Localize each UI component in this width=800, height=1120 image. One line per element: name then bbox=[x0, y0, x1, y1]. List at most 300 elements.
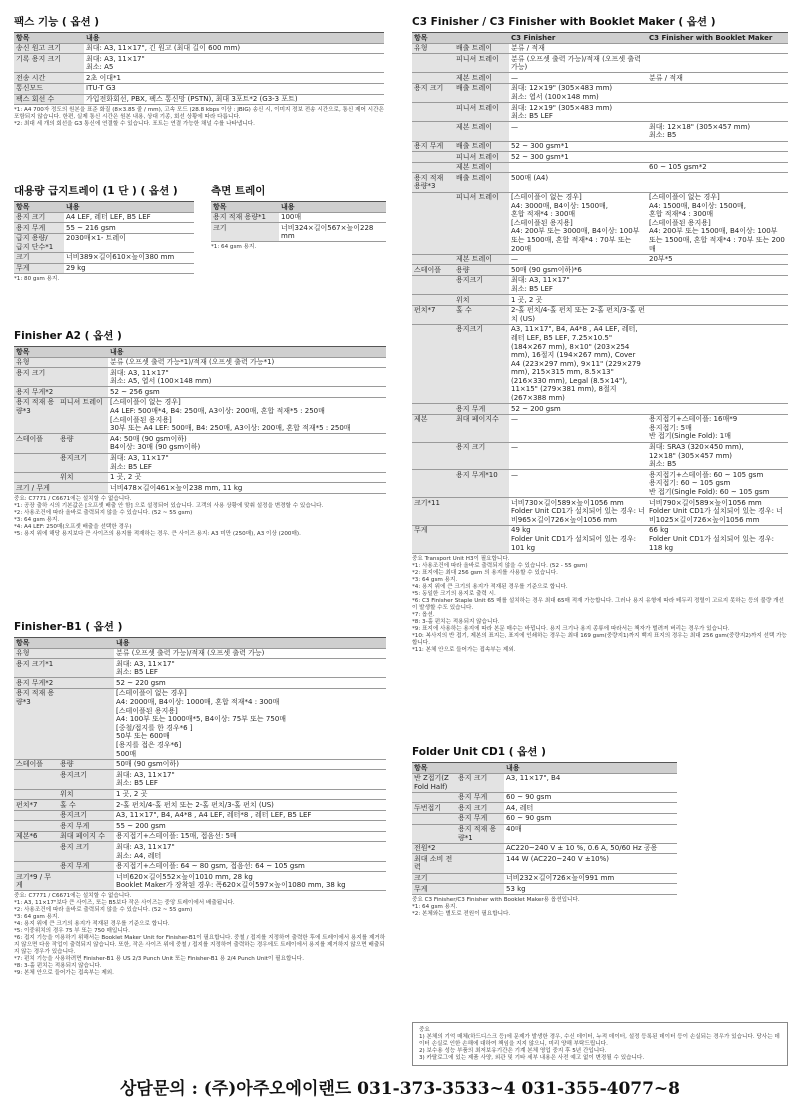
footnote: *5: 용지 위에 해당 용지보다 큰 사이즈의 용지를 적재하는 경우. 큰 사이즈 용지: A3 미만 (250매), A3 이상 (200매). bbox=[14, 530, 301, 537]
footnote: *6: 접지 기능을 이용하기 위해서는 Booklet Maker Unit for Finisher-B1이 필요합니다. 중철 / 접지를 지정하여 출력한 후에 트레이에서 용지를 제거하지 않으면 다음 작업이 출력되지 않습니다. 또한, 작은 사이즈 위에 중철 / 접지를 지정하여 출력하는 경우에도 트레이에서 용지를 제거하지 않으면 배출되지 않는 경우가 있습니다. bbox=[14, 935, 386, 956]
row-value: 40매 bbox=[504, 824, 677, 843]
row-value: 분류 (오프셋 출력 가능)/적재 (오프셋 출력 가능) bbox=[509, 54, 647, 73]
spec-table bbox=[14, 32, 384, 105]
row-value bbox=[647, 43, 788, 54]
spec-row bbox=[211, 212, 386, 223]
row-value: 49 kg Folder Unit CD1가 설치되어 있는 경우: 101 kg bbox=[509, 525, 647, 553]
spec-row bbox=[412, 43, 788, 54]
row-value: 최대: 12×19" (305×483 mm) 최소: 엽서 (100×148 mm) bbox=[509, 83, 647, 102]
row-label: 두번접기 bbox=[412, 803, 456, 814]
row-value: 너비478×길이461×높이238 mm, 11 kg bbox=[108, 483, 386, 494]
spec-row bbox=[412, 884, 677, 895]
spec-row bbox=[14, 800, 386, 811]
row-label: 전송 시간 bbox=[14, 73, 84, 84]
row-value: 용지 크기 bbox=[58, 842, 114, 861]
row-label: 용지 적재 용량*3 bbox=[14, 397, 58, 433]
row-label bbox=[412, 824, 456, 843]
row-label: 크기*11 bbox=[412, 498, 454, 526]
row-value: 제본 트레이 bbox=[454, 162, 509, 173]
spec-row bbox=[14, 842, 386, 861]
row-value: 용지 무게 bbox=[454, 404, 509, 415]
row-label: 무게 bbox=[412, 525, 454, 553]
row-label: 유형 bbox=[14, 648, 58, 659]
finisher-b1-section bbox=[14, 619, 386, 977]
row-label bbox=[14, 810, 58, 821]
row-value: A4, 레터 bbox=[504, 803, 677, 814]
footnote: *5: 이중위치의 경우 75 부 또는 750 매입니다. bbox=[14, 928, 130, 935]
row-value: 너비232×길이726×높이991 mm bbox=[504, 873, 677, 884]
row-value: 최대: A3, 11×17" 최소: B5 LEF bbox=[114, 770, 386, 789]
spec-row bbox=[412, 873, 677, 884]
row-label: 스테이플 bbox=[412, 265, 454, 276]
footnote: *2: 사용조건에 따라 올바로 출력되지 않을 수 있습니다. (52 ~ 55 gsm) bbox=[14, 509, 193, 516]
row-value: [스테이플이 없는 경우] A4: 2000매, B4이상: 1000매, 혼합 적재*4 : 300매 [스테이플된 용지용] A4: 100부 또는 1000매*5, B4이상: 75부 또는 750매 [중철/접지를 한 경우*6 ] 50부 또는 600매 [용지를 접은 경우*6] 500매 bbox=[114, 688, 386, 759]
footnote: *1: 사용조건에 따라 올바로 출력되지 않을 수 있습니다. (52 - 55 gsm) bbox=[412, 562, 588, 569]
row-label bbox=[412, 152, 454, 163]
row-value: 2초 이대*1 bbox=[84, 73, 384, 84]
row-label bbox=[14, 821, 58, 832]
row-value: 60 ~ 105 gsm*2 bbox=[647, 162, 788, 173]
row-label: 펀치*7 bbox=[412, 305, 454, 324]
footnote: *3: 64 gsm 용지. bbox=[412, 576, 458, 583]
row-value bbox=[647, 404, 788, 415]
row-label bbox=[412, 254, 454, 265]
row-label bbox=[412, 162, 454, 173]
spec-row bbox=[412, 442, 788, 470]
row-value: 용지접기+스테이플: 60 ~ 105 gsm 용지접기: 60 ~ 105 gsm 반 접기(Single Fold): 60 ~ 105 gsm bbox=[647, 470, 788, 498]
row-value: AC220~240 V ± 10 %, 0.6 A, 50/60 Hz 공용 bbox=[504, 843, 677, 854]
row-value bbox=[647, 103, 788, 122]
spec-row bbox=[14, 759, 386, 770]
row-label: 용지 크기 bbox=[412, 83, 454, 102]
row-value: 너비790×길이589×높이1056 mm Folder Unit CD1가 설치되어 있는 경우: 너비1025×길이726×높이1056 mm bbox=[647, 498, 788, 526]
spec-row bbox=[14, 357, 386, 368]
row-value bbox=[509, 162, 647, 173]
row-value: 너비324×길이567×높이228 mm bbox=[279, 223, 386, 242]
footnotes bbox=[14, 496, 386, 538]
spec-row bbox=[14, 831, 386, 842]
footnote: *10: 복사지의 반 접기, 제본의 표지는, 표지에 인쇄하는 경우는 최대 169 gsm(중량지1)까지 백지 표지의 경우는 최대 256 gsm(중량지2)까지 선택 가능합니다. bbox=[412, 632, 787, 646]
spec-table bbox=[412, 32, 788, 554]
spec-row bbox=[14, 223, 194, 234]
section-title: 측면 트레이 bbox=[211, 185, 266, 197]
footnote: *2: 표지에는 최대 256 gsm 의 용지를 사용할 수 있습니다. bbox=[412, 569, 558, 576]
column-header: 항목 bbox=[412, 763, 456, 774]
c3-finisher-section bbox=[412, 14, 788, 654]
column-header: 내용 bbox=[64, 202, 194, 213]
row-label: 크기 bbox=[412, 873, 456, 884]
spec-row bbox=[412, 103, 788, 122]
spec-row bbox=[412, 773, 677, 792]
notice-line: 2) 보수용 성능 부품의 최저보유기간은 기계 본체 영업 중지 후 5년 간입니다. bbox=[419, 1048, 607, 1054]
spec-row bbox=[14, 83, 384, 94]
column-header: 내용 bbox=[108, 347, 386, 358]
row-value bbox=[58, 357, 108, 368]
footnote: *1: 공장 출하 시의 기본값은 [오프셋 배출 안 함] 으로 설정되어 있습니다. 고객의 사용 상황에 맞춰 설정을 변경할 수 있습니다. bbox=[14, 502, 324, 509]
row-value: 피니셔 트레이 bbox=[454, 54, 509, 73]
column-header bbox=[58, 638, 114, 649]
footnote: *4: 용지 위에 큰 크기의 용지가 적재된 경우를 기준으로 합니다. bbox=[412, 583, 568, 590]
row-value: 50매 (90 gsm이하) bbox=[114, 759, 386, 770]
row-value: 분류 / 적재 bbox=[647, 73, 788, 84]
row-value bbox=[647, 324, 788, 403]
footnote: *8: 3-홀 펀치는 적용되지 않습니다. bbox=[14, 963, 102, 970]
footnote: *2: 사용조건에 따라 올바로 출력되지 않을 수 있습니다. (52 ~ 55 gsm) bbox=[14, 907, 193, 914]
row-label bbox=[14, 861, 58, 872]
row-value: 제본 트레이 bbox=[454, 73, 509, 84]
row-value bbox=[456, 873, 504, 884]
row-value: 최대: A3, 11×17" 최소: A5, 엽서 (100×148 mm) bbox=[108, 368, 386, 387]
row-value: 최대: A3, 11×17" 최소: A5 bbox=[84, 54, 384, 73]
spec-row bbox=[14, 397, 386, 433]
spec-table bbox=[14, 201, 194, 274]
row-label: 펀치*7 bbox=[14, 800, 58, 811]
spec-row bbox=[14, 94, 384, 105]
row-value: 용량 bbox=[58, 759, 114, 770]
spec-row bbox=[412, 414, 788, 442]
footnote: 중요: C7771 / C6671에는 설치할 수 없습니다. bbox=[14, 495, 132, 502]
row-value: A3, 11×17", B4, A4*8 , A4 LEF, 레터*8 , 레터 LEF, B5 LEF bbox=[114, 810, 386, 821]
row-label: 유형 bbox=[14, 357, 58, 368]
row-value: 최대: A3, 11×17" 최소: B5 LEF bbox=[509, 275, 647, 294]
spec-row bbox=[412, 803, 677, 814]
row-value: 피니셔 트레이 bbox=[454, 103, 509, 122]
row-value bbox=[58, 387, 108, 398]
row-value: 가입전화회선, PBX, 팩스 통신망 (PSTN), 최대 3포트*2 (G3-3 포트) bbox=[84, 94, 384, 105]
row-value: 제본 트레이 bbox=[454, 254, 509, 265]
row-label bbox=[412, 103, 454, 122]
spec-row bbox=[412, 525, 788, 553]
spec-row bbox=[14, 472, 386, 483]
row-value: 최대: A3, 11×17" 최소: A4, 레터 bbox=[114, 842, 386, 861]
section-title: Folder Unit CD1 ( 옵션 ) bbox=[412, 746, 546, 758]
row-value: 분류 (오프셋 출력 가능)/적재 (오프셋 출력 가능) bbox=[114, 648, 386, 659]
row-value: — bbox=[509, 442, 647, 470]
spec-row bbox=[14, 789, 386, 800]
row-value: — bbox=[509, 254, 647, 265]
row-value: 용지 무게*10 bbox=[454, 470, 509, 498]
column-header: 항목 bbox=[14, 638, 58, 649]
row-value: 50매 (90 gsm이하)*6 bbox=[509, 265, 647, 276]
footnote: *11: 본체 안으로 들어가는 접속부는 제외. bbox=[412, 646, 516, 653]
row-value: 53 kg bbox=[504, 884, 677, 895]
row-label: 크기 bbox=[211, 223, 279, 242]
spec-row bbox=[14, 263, 194, 274]
row-value bbox=[58, 659, 114, 678]
row-label bbox=[412, 324, 454, 403]
row-value: 52 ~ 200 gsm bbox=[509, 404, 647, 415]
row-value: 최대: SRA3 (320×450 mm), 12×18" (305×457 mm) 최소: B5 bbox=[647, 442, 788, 470]
finisher-a2-section bbox=[14, 328, 386, 538]
spec-row bbox=[211, 223, 386, 242]
column-header: 항목 bbox=[14, 33, 84, 44]
row-label bbox=[14, 789, 58, 800]
row-value: 용지크기 bbox=[58, 453, 108, 472]
section-title: C3 Finisher / C3 Finisher with Booklet Maker ( 옵션 ) bbox=[412, 16, 716, 28]
column-header: C3 Finisher with Booklet Maker bbox=[647, 33, 788, 44]
row-value: — bbox=[509, 470, 647, 498]
row-label: 기록 용지 크기 bbox=[14, 54, 84, 73]
row-value bbox=[647, 265, 788, 276]
footnote: *4: 용지 위에 큰 크기의 용지가 적재된 경우를 기준으로 합니다. bbox=[14, 921, 170, 928]
row-value: 52 ~ 220 gsm bbox=[114, 678, 386, 689]
row-value: 용지 무게 bbox=[58, 861, 114, 872]
row-value: — bbox=[509, 73, 647, 84]
row-value: 용지 무게 bbox=[456, 813, 504, 824]
row-value bbox=[647, 305, 788, 324]
spec-row bbox=[14, 453, 386, 472]
footnote: 중요: C7771 / C6671에는 설치할 수 없습니다. bbox=[14, 893, 132, 900]
row-value: 위치 bbox=[58, 472, 108, 483]
row-value: 용지접기+스테이플: 15매, 접음선: 5매 bbox=[114, 831, 386, 842]
row-value: 최대: A3, 11×17" 최소: B5 LEF bbox=[108, 453, 386, 472]
column-header: C3 Finisher bbox=[509, 33, 647, 44]
spec-row bbox=[14, 54, 384, 73]
spec-table bbox=[412, 762, 677, 895]
row-value: 용지크기 bbox=[454, 324, 509, 403]
row-value: 분류 / 적재 bbox=[509, 43, 647, 54]
row-value bbox=[647, 275, 788, 294]
spec-row bbox=[14, 434, 386, 453]
row-value bbox=[647, 295, 788, 306]
row-value bbox=[647, 152, 788, 163]
row-value: 55 ~ 216 gsm bbox=[64, 223, 194, 234]
row-value: 용량 bbox=[58, 434, 108, 453]
footnote: *4: A4 LEF: 250매(오프셋 배출을 선택한 경우) bbox=[14, 523, 132, 530]
row-value: 60 ~ 90 gsm bbox=[504, 813, 677, 824]
column-header bbox=[456, 763, 504, 774]
row-label bbox=[412, 470, 454, 498]
spec-row bbox=[412, 854, 677, 873]
row-value: 용지 적재 용량*1 bbox=[456, 824, 504, 843]
row-label bbox=[412, 442, 454, 470]
row-value: 용지 무게 bbox=[456, 792, 504, 803]
spec-table bbox=[211, 201, 386, 242]
column-header: 내용 bbox=[279, 202, 386, 213]
spec-row bbox=[412, 254, 788, 265]
row-value bbox=[456, 843, 504, 854]
footnote: *5: 동일한 크기의 용지로 출력 시. bbox=[412, 590, 496, 597]
row-value bbox=[58, 872, 114, 891]
row-value: 용지크기 bbox=[58, 810, 114, 821]
row-label bbox=[412, 404, 454, 415]
spec-row bbox=[14, 678, 386, 689]
row-value bbox=[58, 688, 114, 759]
footnote: *3: 64 gsm 용지. bbox=[14, 516, 60, 523]
row-value: 용지크기 bbox=[58, 770, 114, 789]
spec-row bbox=[412, 404, 788, 415]
footnote: *6: C3 Finisher Staple Unit 65 매를 설치하는 경우 최대 65매 적재 가능합니다. 그러나 용지 유형에 따라 테두리 정렬이 고르지 못하는 등의 불량 개선이 발생할 수도 있습니다. bbox=[412, 597, 784, 611]
section-title: 팩스 기능 ( 옵션 ) bbox=[14, 16, 100, 28]
column-header: 항목 bbox=[211, 202, 279, 213]
row-value bbox=[58, 368, 108, 387]
footnote: *1: 80 gsm 용지. bbox=[14, 276, 60, 283]
row-value: A4 LEF, 레터 LEF, B5 LEF bbox=[64, 212, 194, 223]
spec-row bbox=[14, 810, 386, 821]
row-value: 제본 트레이 bbox=[454, 122, 509, 141]
row-label bbox=[412, 54, 454, 73]
spec-row bbox=[14, 770, 386, 789]
column-header bbox=[58, 347, 108, 358]
row-value bbox=[58, 483, 108, 494]
notice-line: 1) 본체의 기억 매체(하드디스크 등)에 문제가 발생한 경우, 수신 데이터, 누적 데이터, 설정 등록된 데이터 등이 손실되는 경우가 있습니다. 당사는 데이터 손실로 인한 손해에 대하여 책임을 지지 않으니, 미리 양해 부탁드립니다. bbox=[419, 1034, 780, 1047]
spec-row bbox=[412, 141, 788, 152]
spec-row bbox=[412, 152, 788, 163]
row-label: 최대 소비 전력 bbox=[412, 854, 456, 873]
footnote: *1: 64 gsm 용지. bbox=[412, 903, 458, 910]
spec-row bbox=[14, 648, 386, 659]
footnote: *3: 64 gsm 용지. bbox=[14, 914, 60, 921]
spec-row bbox=[14, 659, 386, 678]
section-title: 대용량 급지트레이 (1 단 ) ( 옵션 ) bbox=[14, 185, 178, 197]
row-value: 최대: 12×18" (305×457 mm) 최소: B5 bbox=[647, 122, 788, 141]
spec-row bbox=[14, 43, 384, 54]
row-label: 용지 적재 용량*3 bbox=[14, 688, 58, 759]
spec-row bbox=[412, 173, 788, 192]
spec-row bbox=[412, 83, 788, 102]
row-value bbox=[58, 678, 114, 689]
spec-row bbox=[14, 233, 194, 252]
spec-row bbox=[412, 305, 788, 324]
row-value: 배출 트레이 bbox=[454, 173, 509, 192]
column-header: 항목 bbox=[14, 347, 58, 358]
row-value: 피니셔 트레이 bbox=[454, 152, 509, 163]
row-value bbox=[456, 884, 504, 895]
footnote: *7: 펀치 기능을 사용하려면 Finisher-B1 용 US 2/3 Punch Unit 또는 Finisher-B1 용 2/4 Punch Unit이 필요합니다. bbox=[14, 956, 304, 963]
footnote: *2: 최대 세 개의 회선을 G3 통신에 연결할 수 있습니다. 포트는 연결 가능한 채널 수를 나타냅니다. bbox=[14, 121, 255, 128]
spec-row bbox=[14, 872, 386, 891]
column-header: 내용 bbox=[114, 638, 386, 649]
row-value: 1 곳, 2 곳 bbox=[108, 472, 386, 483]
notice-box bbox=[412, 1022, 788, 1066]
footnote: *1: A3, 11×17"보다 큰 사이즈, 또는 B5보다 작은 사이즈는 중앙 트레이에서 배출됩니다. bbox=[14, 900, 235, 907]
row-label: 크기*9 / 무게 bbox=[14, 872, 58, 891]
row-label: 반 Z접기(Z Fold Half) bbox=[412, 773, 456, 792]
spec-row bbox=[14, 212, 194, 223]
column-header: 항목 bbox=[412, 33, 454, 44]
spec-row bbox=[14, 252, 194, 263]
row-value: ITU-T G3 bbox=[84, 83, 384, 94]
spec-table bbox=[14, 637, 386, 891]
spec-row bbox=[412, 295, 788, 306]
row-label: 팩스 회선 수 bbox=[14, 94, 84, 105]
spec-row bbox=[412, 498, 788, 526]
footnotes bbox=[14, 107, 384, 128]
row-label: 전원*2 bbox=[412, 843, 456, 854]
row-value: 너비620×길이552×높이1010 mm, 28 kg Booklet Maker가 장착된 경우: 폭620×길이597×높이1080 mm, 38 kg bbox=[114, 872, 386, 891]
row-value: 1 곳, 2 곳 bbox=[114, 789, 386, 800]
section-title: Finisher A2 ( 옵션 ) bbox=[14, 330, 122, 342]
row-value: 너비389×길이610×높이380 mm bbox=[64, 252, 194, 263]
spec-table bbox=[14, 346, 386, 494]
footnotes bbox=[14, 893, 386, 977]
fax-section bbox=[14, 14, 384, 128]
row-value: A3, 11×17", B4 bbox=[504, 773, 677, 792]
row-label: 용지 무게 bbox=[412, 141, 454, 152]
row-value: 55 ~ 200 gsm bbox=[114, 821, 386, 832]
footnote: *2: 본체와는 별도로 전원이 필요합니다. bbox=[412, 910, 511, 917]
row-value: 100매 bbox=[279, 212, 386, 223]
row-value: 52 ~ 300 gsm*1 bbox=[509, 152, 647, 163]
row-label bbox=[412, 295, 454, 306]
column-header: 내용 bbox=[84, 33, 384, 44]
row-value: 위치 bbox=[454, 295, 509, 306]
footnote: 중요 Transport Unit H3이 필요합니다. bbox=[412, 555, 510, 562]
row-label: 크기 bbox=[14, 252, 64, 263]
row-value: 최대: A3, 11×17", 긴 원고 (최대 길이 600 mm) bbox=[84, 43, 384, 54]
column-header bbox=[454, 33, 509, 44]
row-value: 144 W (AC220~240 V ±10%) bbox=[504, 854, 677, 873]
row-value: 2-홀 펀치/4-홀 펀치 또는 2-홀 펀치/3-홀 펀치 (US) bbox=[114, 800, 386, 811]
row-value: 66 kg Folder Unit CD1가 설치되어 있는 경우: 118 kg bbox=[647, 525, 788, 553]
spec-row bbox=[412, 265, 788, 276]
row-value: 500매 (A4) bbox=[509, 173, 647, 192]
folder-unit-section bbox=[412, 744, 677, 918]
footnotes bbox=[412, 897, 677, 918]
footnote: *7: 옵션. bbox=[412, 611, 435, 618]
row-value: 용지 무게 bbox=[58, 821, 114, 832]
row-label bbox=[14, 770, 58, 789]
footnote: *9: 본체 안으로 들어가는 접속부는 제외. bbox=[14, 970, 114, 977]
row-label bbox=[14, 453, 58, 472]
row-value: 분류 (오프셋 출력 가능*1)/적재 (오프셋 출력 가능*1) bbox=[108, 357, 386, 368]
footnotes bbox=[211, 244, 386, 251]
row-value: 29 kg bbox=[64, 263, 194, 274]
footnotes bbox=[14, 276, 194, 283]
spec-row bbox=[14, 368, 386, 387]
section-title: Finisher-B1 ( 옵션 ) bbox=[14, 621, 123, 633]
footnote: *9: 표지에 사용하는 용지에 따라 본문 매수는 바뀝니다. 용지 크기나 용지 종류에 따라서는 책자가 벌려져 버리는 경우가 있습니다. bbox=[412, 625, 730, 632]
row-value: 배출 트레이 bbox=[454, 141, 509, 152]
row-value: 60 ~ 90 gsm bbox=[504, 792, 677, 803]
row-label: 용지 무게 bbox=[14, 223, 64, 234]
row-value: 위치 bbox=[58, 789, 114, 800]
footnote: *8: 3-홀 펀치는 적용되지 않습니다. bbox=[412, 618, 500, 625]
notice-line: 3) 카탈로그에 있는 제품 사양, 외관 및 기타 세부 내용은 사전 예고 없이 변경될 수 있습니다. bbox=[419, 1055, 645, 1061]
row-label bbox=[412, 122, 454, 141]
row-value: [스테이플이 없는 경우] A4: 1500매, B4이상: 1500매, 혼합 적재*4 : 300매 [스테이플된 용지용] A4: 200부 또는 1500매, B4이상: 100부 또는 1500매, 혼합 적재*4 : 70부 또는 200매 bbox=[647, 192, 788, 254]
row-value bbox=[454, 525, 509, 553]
footnote: *1: A4 700자 정도의 원본을 표준 화질 (8×3.85 줄 / mm), 고속 모드 (28.8 kbps 이상 : JBIG) 송신 시, 이미지 정보 전송 시간으로, 통신 제어 시간은 포함되지 않습니다. 한편, 실제 통신 시간은 원본 내용, 상대 기종, 회선 상황에 따라 다릅니다. bbox=[14, 107, 384, 121]
row-value bbox=[647, 83, 788, 102]
row-value bbox=[647, 54, 788, 73]
row-value: 최대 페이지수 bbox=[454, 414, 509, 442]
row-value: 1 곳, 2 곳 bbox=[509, 295, 647, 306]
row-label bbox=[412, 813, 456, 824]
row-value bbox=[58, 648, 114, 659]
row-value: 홀 수 bbox=[454, 305, 509, 324]
row-value: [스테이플이 없는 경우] A4: 3000매, B4이상: 1500매, 혼합 적재*4 : 300매 [스테이플된 용지용] A4: 200부 또는 3000매, B4이상: 100부 또는 1500매, 혼합 적재*4 : 70부 또는 200매 bbox=[509, 192, 647, 254]
spec-row bbox=[412, 192, 788, 254]
column-header: 내용 bbox=[504, 763, 677, 774]
row-value: 배출 트레이 bbox=[454, 83, 509, 102]
row-value: A4: 50매 (90 gsm이하) B4이상: 30매 (90 gsm이하) bbox=[108, 434, 386, 453]
spec-row bbox=[412, 470, 788, 498]
row-value: 최대: A3, 11×17" 최소: B5 LEF bbox=[114, 659, 386, 678]
row-label bbox=[14, 842, 58, 861]
footnote: 중요 C3 Finisher/C3 Finisher with Booklet Maker용 옵션입니다. bbox=[412, 896, 580, 903]
row-value: 용지 크기 bbox=[456, 803, 504, 814]
spec-row bbox=[412, 54, 788, 73]
spec-row bbox=[412, 162, 788, 173]
row-value: 최대: 12×19" (305×483 mm) 최소: B5 LEF bbox=[509, 103, 647, 122]
row-value: 피니셔 트레이 bbox=[58, 397, 108, 433]
spec-row bbox=[412, 813, 677, 824]
row-value: — bbox=[509, 414, 647, 442]
row-label: 용지 크기 bbox=[14, 368, 58, 387]
row-label bbox=[412, 192, 454, 254]
row-label bbox=[412, 792, 456, 803]
